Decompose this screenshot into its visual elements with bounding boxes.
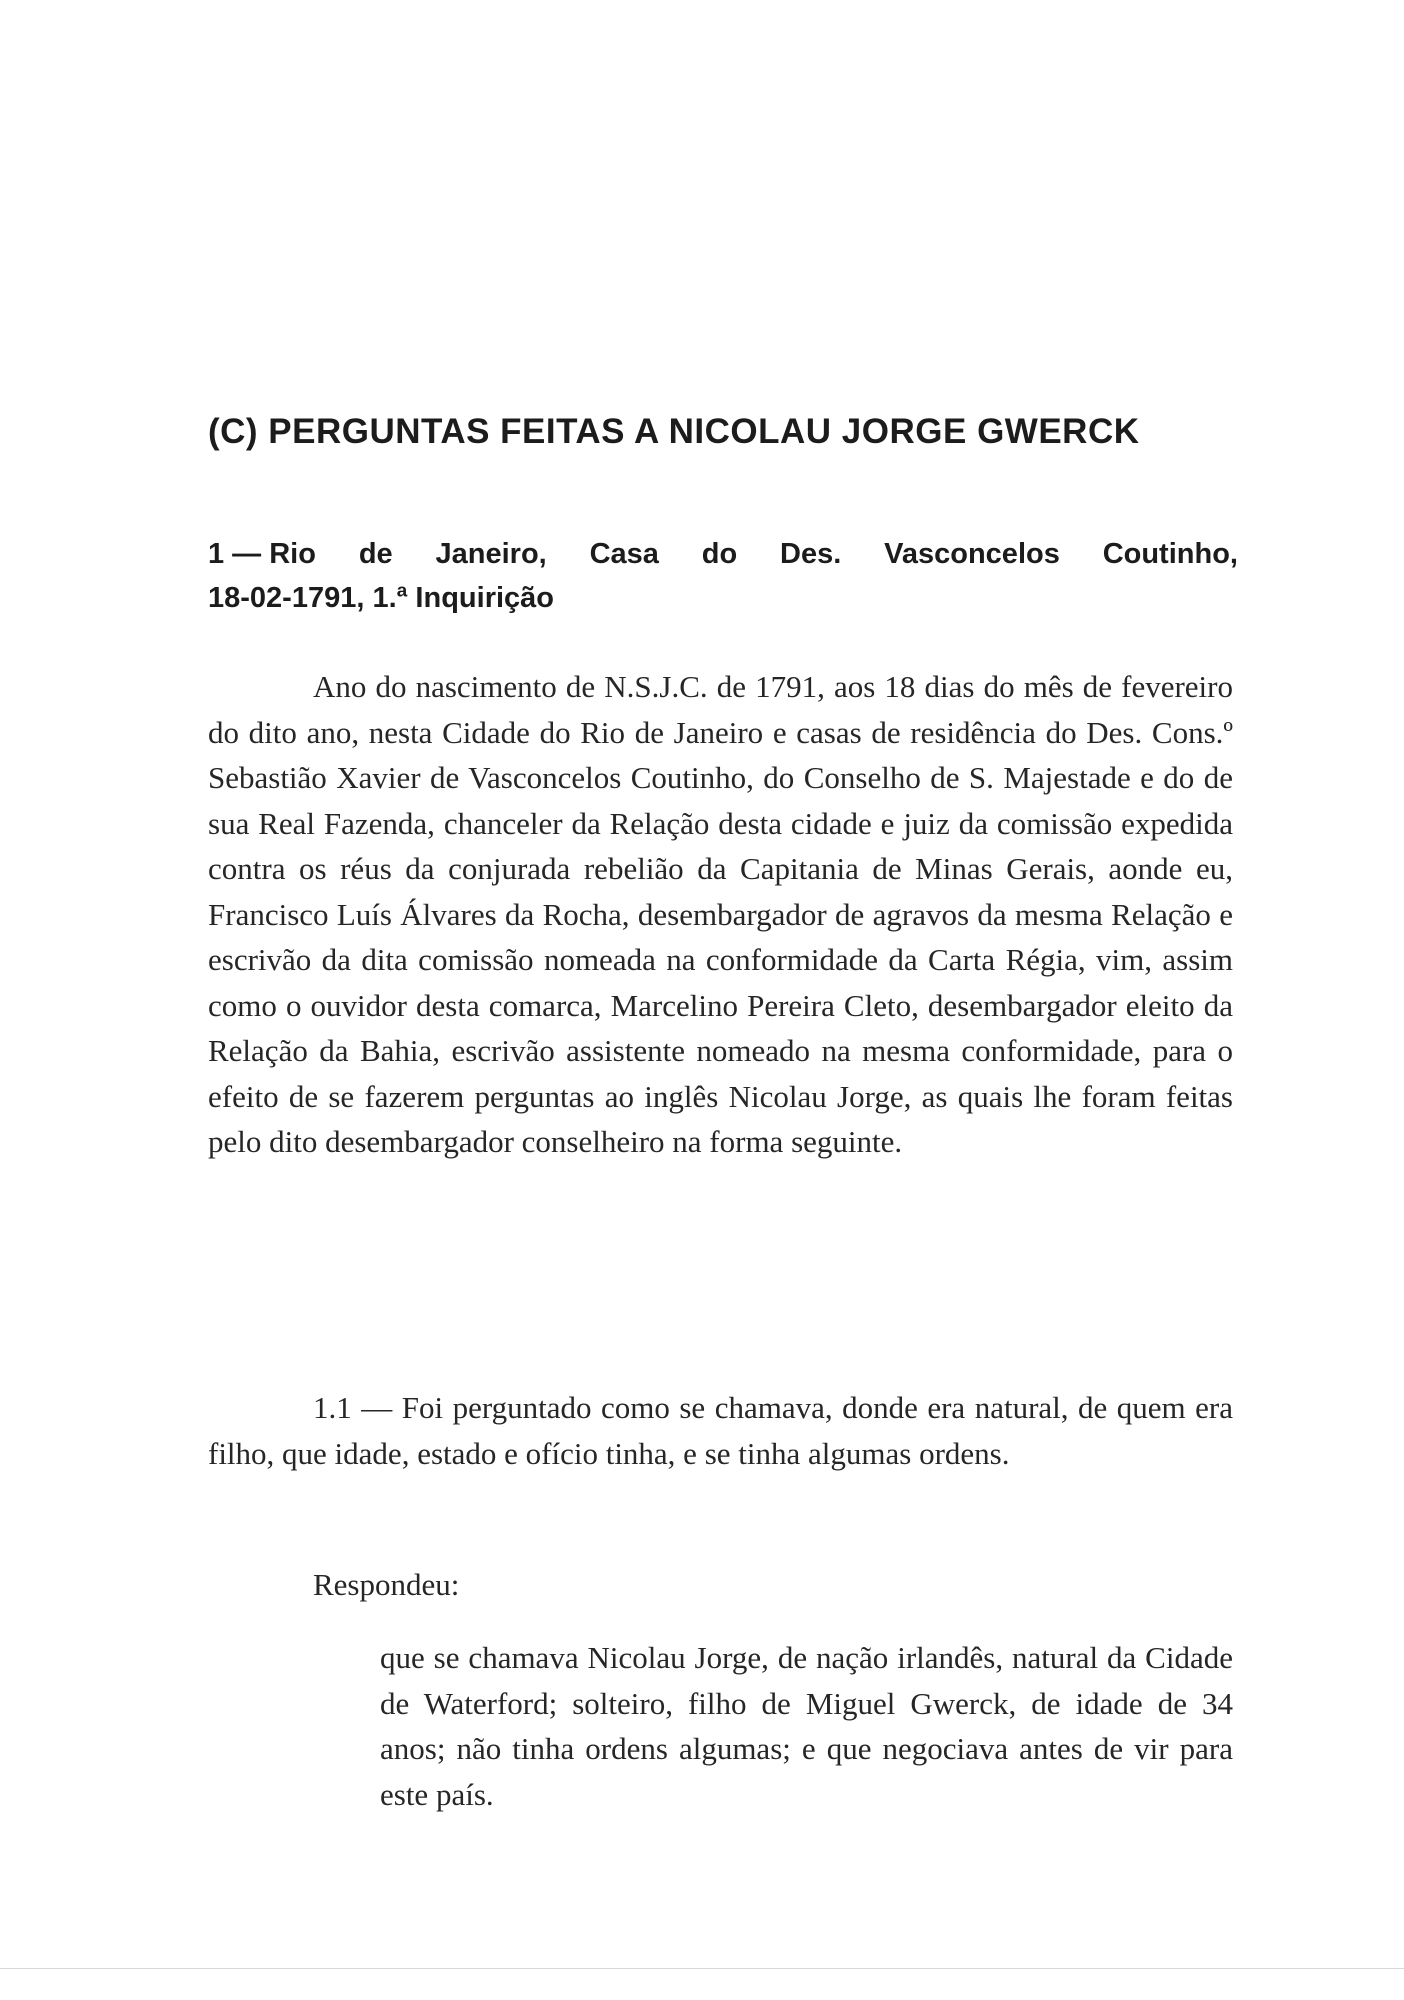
subheading-word: Vasconcelos: [884, 538, 1060, 570]
subheading-word: do: [701, 538, 738, 570]
inquiry-subheading: [208, 532, 1238, 620]
document-heading: (C) PERGUNTAS FEITAS A NICOLAU JORGE GWERCK: [208, 412, 1140, 451]
subheading-line-2: 18-02-1791, 1.ª Inquirição: [208, 582, 555, 614]
subheading-word: 1 — Rio: [208, 538, 316, 570]
answer-paragraph: que se chamava Nicolau Jorge, de nação irlandês, natural da Cidade de Waterford; solteiro, filho de Miguel Gwerck, de idade de 34 anos; não tinha ordens algumas; e que negociava antes de vir para este país.: [380, 1640, 1233, 1812]
subheading-word: Coutinho,: [1102, 538, 1238, 570]
subheading-word: Des.: [780, 538, 842, 570]
page-bottom-edge: [0, 1968, 1404, 1969]
subheading-word: Casa: [589, 538, 659, 570]
question-paragraph: 1.1 — Foi perguntado como se chamava, donde era natural, de quem era filho, que idade, estado e ofício tinha, e se tinha algumas ordens.: [208, 1390, 1233, 1471]
subheading-word: de: [358, 538, 393, 570]
respondeu-label: Respondeu:: [313, 1567, 460, 1602]
subheading-word: Janeiro,: [435, 538, 547, 570]
intro-paragraph: Ano do nascimento de N.S.J.C. de 1791, aos 18 dias do mês de fevereiro do dito ano, nesta Cidade do Rio de Janeiro e casas de residência do Des. Cons.º Sebastião Xavier de Vasconcelos Coutinho, do Conselho de S. Majestade e do de sua Real Fazenda, chanceler da Relação desta cidade e juiz da comissão expedida contra os réus da conjurada rebelião da Capitania de Minas Gerais, aonde eu, Francisco Luís Álvares da Rocha, desembargador de agravos da mesma Relação e escrivão da dita comissão nomeada na conformidade da Carta Régia, vim, assim como o ouvidor desta comarca, Marcelino Pereira Cleto, desembargador eleito da Relação da Bahia, escrivão assistente nomeado na mesma conformidade, para o efeito de se fazerem perguntas ao inglês Nicolau Jorge, as quais lhe foram feitas pelo dito desembargador conselheiro na forma seguinte.: [208, 669, 1233, 1159]
subheading-line-1: [208, 532, 1238, 576]
